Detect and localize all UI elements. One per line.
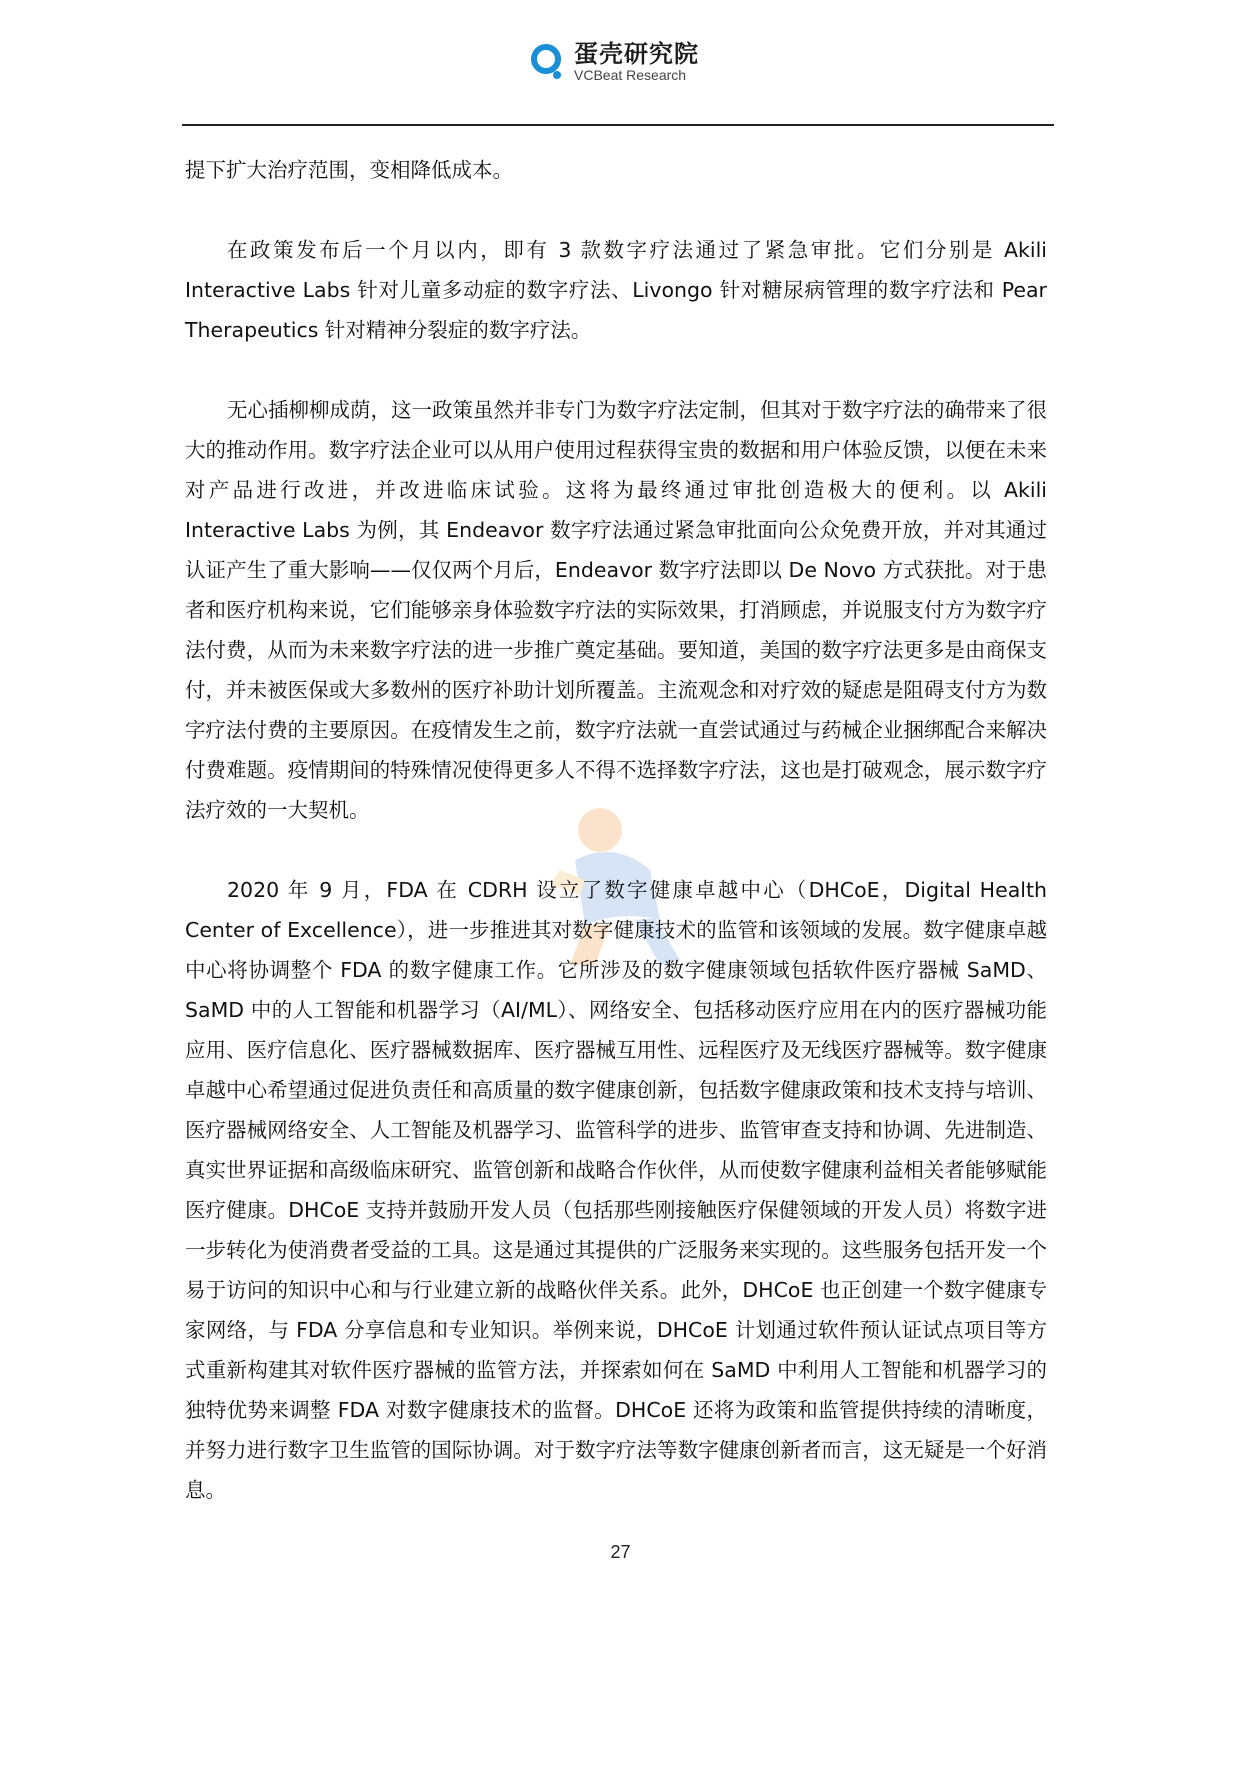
logo-chinese-name: 蛋壳研究院 — [574, 40, 699, 68]
paragraph-approvals: 在政策发布后一个月以内，即有 3 款数字疗法通过了紧急审批。它们分别是 Akili Interactive Labs 针对儿童多动症的数字疗法、Livongo 针对糖尿病管理的数字疗法和 Pear Therapeutics 针对精神分裂症的数字疗法。 — [185, 238, 1047, 342]
paragraph-policy-impact: 无心插柳柳成荫，这一政策虽然并非专门为数字疗法定制，但其对于数字疗法的确带来了很大的推动作用。数字疗法企业可以从用户使用过程获得宝贵的数据和用户体验反馈，以便在未来对产品进行改进，并改进临床试验。这将为最终通过审批创造极大的便利。以 Akili Interactive Labs 为例，其 Endeavor 数字疗法通过紧急审批面向公众免费开放，并对其通过认证产生了重大影响——仅仅两个月后，Endeavor 数字疗法即以 De Novo 方式获批。对于患者和医疗机构来说，它们能够亲身体验数字疗法的实际效果，打消顾虑，并说服支付方为数字疗法付费，从而为未来数字疗法的进一步推广奠定基础。要知道，美国的数字疗法更多是由商保支付，并未被医保或大多数州的医疗补助计划所覆盖。主流观念和对疗效的疑虑是阻碍支付方为数字疗法付费的主要原因。在疫情发生之前，数字疗法就一直尝试通过与药械企业捆绑配合来解决付费难题。疫情期间的特殊情况使得更多人不得不选择数字疗法，这也是打破观念，展示数字疗法疗效的一大契机。 — [185, 398, 1047, 822]
paragraph-continuation: 提下扩大治疗范围，变相降低成本。 — [185, 158, 513, 182]
page-header — [0, 0, 1241, 130]
page-number: 27 — [610, 1542, 631, 1562]
document-body — [185, 150, 1047, 1550]
egg-logo-icon — [530, 41, 566, 83]
paragraph-dhcoe: 2020 年 9 月，FDA 在 CDRH 设立了数字健康卓越中心（DHCoE，Digital Health Center of Excellence），进一步推进其对数字健康技术的监管和该领域的发展。数字健康卓越中心将协调整个 FDA 的数字健康工作。它所涉及的数字健康领域包括软件医疗器械 SaMD、SaMD 中的人工智能和机器学习（AI/ML）、网络安全、包括移动医疗应用在内的医疗器械功能应用、医疗信息化、医疗器械数据库、医疗器械互用性、远程医疗及无线医疗器械等。数字健康卓越中心希望通过促进负责任和高质量的数字健康创新，包括数字健康政策和技术支持与培训、医疗器械网络安全、人工智能及机器学习、监管科学的进步、监管审查支持和协调、先进制造、真实世界证据和高级临床研究、监管创新和战略合作伙伴，从而使数字健康利益相关者能够赋能医疗健康。DHCoE 支持并鼓励开发人员（包括那些刚接触医疗保健领域的开发人员）将数字进一步转化为使消费者受益的工具。这是通过其提供的广泛服务来实现的。这些服务包括开发一个易于访问的知识中心和与行业建立新的战略伙伴关系。此外，DHCoE 也正创建一个数字健康专家网络，与 FDA 分享信息和专业知识。举例来说，DHCoE 计划通过软件预认证试点项目等方式重新构建其对软件医疗器械的监管方法，并探索如何在 SaMD 中利用人工智能和机器学习的独特优势来调整 FDA 对数字健康技术的监督。DHCoE 还将为政策和监管提供持续的清晰度，并努力进行数字卫生监管的国际协调。对于数字疗法等数字健康创新者而言，这无疑是一个好消息。 — [185, 878, 1047, 1502]
logo-english-name: VCBeat Research — [574, 67, 687, 83]
header-divider — [182, 124, 1054, 126]
vcbeat-logo — [530, 38, 699, 86]
